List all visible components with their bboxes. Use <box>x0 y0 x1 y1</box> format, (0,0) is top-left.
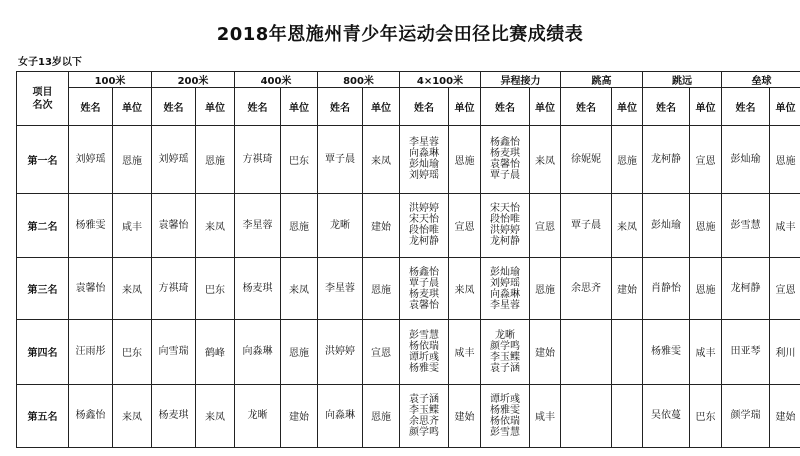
athlete-name-cell: 李星蓉 <box>235 193 281 257</box>
name-column-header: 姓名 <box>235 88 281 126</box>
name-column-header: 姓名 <box>400 88 449 126</box>
athlete-name-cell: 龙柯静 <box>643 126 690 194</box>
athlete-name-cell: 袁子涵 李玉鲽 余思齐 颜学鸣 <box>400 384 449 447</box>
name-column-header: 姓名 <box>561 88 612 126</box>
unit-column-header: 单位 <box>363 88 400 126</box>
event-header-row <box>17 72 800 88</box>
event-header-long-jump: 跳远 <box>643 72 722 88</box>
event-header-200m: 200米 <box>152 72 235 88</box>
event-header-800m: 800米 <box>318 72 400 88</box>
group-label: 女子13岁以下 <box>18 57 82 68</box>
athlete-name-cell: 覃子晨 <box>318 126 363 194</box>
athlete-name-cell: 龙晰 颜学鸣 李玉鲽 袁子涵 <box>481 320 530 384</box>
team-unit-cell: 宣恩 <box>770 257 800 319</box>
team-unit-cell: 宣恩 <box>690 126 722 194</box>
team-unit-cell: 巴东 <box>196 257 235 319</box>
team-unit-cell: 利川 <box>770 320 800 384</box>
team-unit-cell <box>612 384 643 447</box>
team-unit-cell: 咸丰 <box>449 320 481 384</box>
name-column-header: 姓名 <box>481 88 530 126</box>
team-unit-cell: 巴东 <box>281 126 318 194</box>
team-unit-cell: 建始 <box>281 384 318 447</box>
team-unit-cell: 建始 <box>770 384 800 447</box>
name-column-header: 姓名 <box>69 88 113 126</box>
team-unit-cell: 宣恩 <box>449 193 481 257</box>
athlete-name-cell: 谭圻彧 杨雅雯 杨依瑞 彭雪慧 <box>481 384 530 447</box>
athlete-name-cell: 洪婷婷 宋天怡 段怡唯 龙柯静 <box>400 193 449 257</box>
team-unit-cell: 宣恩 <box>363 320 400 384</box>
table-row <box>17 126 800 194</box>
name-column-header: 姓名 <box>152 88 196 126</box>
athlete-name-cell: 杨麦琪 <box>235 257 281 319</box>
athlete-name-cell: 田亚琴 <box>722 320 770 384</box>
athlete-name-cell: 龙柯静 <box>722 257 770 319</box>
athlete-name-cell: 宋天怡 段怡唯 洪婷婷 龙柯静 <box>481 193 530 257</box>
event-header-high-jump: 跳高 <box>561 72 643 88</box>
athlete-name-cell: 余思齐 <box>561 257 612 319</box>
athlete-name-cell <box>561 384 612 447</box>
table-row <box>17 257 800 319</box>
athlete-name-cell: 彭雪慧 <box>722 193 770 257</box>
team-unit-cell: 来凤 <box>113 384 152 447</box>
team-unit-cell: 恩施 <box>530 257 561 319</box>
team-unit-cell: 咸丰 <box>113 193 152 257</box>
athlete-name-cell: 刘婷瑶 <box>69 126 113 194</box>
rank-cell: 第三名 <box>17 257 69 319</box>
team-unit-cell: 来凤 <box>449 257 481 319</box>
event-header-softball: 垒球 <box>722 72 800 88</box>
athlete-name-cell <box>561 320 612 384</box>
team-unit-cell: 恩施 <box>770 126 800 194</box>
team-unit-cell: 鹤峰 <box>196 320 235 384</box>
athlete-name-cell: 方祺琦 <box>235 126 281 194</box>
name-column-header: 姓名 <box>722 88 770 126</box>
unit-column-header: 单位 <box>770 88 800 126</box>
team-unit-cell: 恩施 <box>363 257 400 319</box>
unit-column-header: 单位 <box>690 88 722 126</box>
name-column-header: 姓名 <box>318 88 363 126</box>
athlete-name-cell: 杨鑫怡 <box>69 384 113 447</box>
unit-column-header: 单位 <box>113 88 152 126</box>
athlete-name-cell: 李星蓉 <box>318 257 363 319</box>
column-header-row <box>17 88 800 126</box>
team-unit-cell: 恩施 <box>690 193 722 257</box>
team-unit-cell: 恩施 <box>113 126 152 194</box>
team-unit-cell: 来凤 <box>196 193 235 257</box>
team-unit-cell: 恩施 <box>363 384 400 447</box>
table-row <box>17 320 800 384</box>
athlete-name-cell: 吴依蔓 <box>643 384 690 447</box>
athlete-name-cell: 彭灿瑜 <box>643 193 690 257</box>
team-unit-cell: 咸丰 <box>530 384 561 447</box>
team-unit-cell: 来凤 <box>530 126 561 194</box>
athlete-name-cell: 覃子晨 <box>561 193 612 257</box>
team-unit-cell: 来凤 <box>363 126 400 194</box>
athlete-name-cell: 杨雅雯 <box>69 193 113 257</box>
athlete-name-cell: 龙晰 <box>235 384 281 447</box>
event-header-medley-relay: 异程接力 <box>481 72 561 88</box>
team-unit-cell: 来凤 <box>113 257 152 319</box>
athlete-name-cell: 彭灿瑜 <box>722 126 770 194</box>
team-unit-cell: 恩施 <box>612 126 643 194</box>
athlete-name-cell: 袁馨怡 <box>152 193 196 257</box>
athlete-name-cell: 方祺琦 <box>152 257 196 319</box>
athlete-name-cell: 杨鑫怡 覃子晨 杨麦琪 袁馨怡 <box>400 257 449 319</box>
name-column-header: 姓名 <box>643 88 690 126</box>
athlete-name-cell: 杨鑫怡 杨麦琪 袁馨怡 覃子晨 <box>481 126 530 194</box>
team-unit-cell: 咸丰 <box>770 193 800 257</box>
athlete-name-cell: 洪婷婷 <box>318 320 363 384</box>
athlete-name-cell: 向淼琳 <box>318 384 363 447</box>
team-unit-cell: 建始 <box>363 193 400 257</box>
unit-column-header: 单位 <box>196 88 235 126</box>
table-row <box>17 193 800 257</box>
team-unit-cell: 恩施 <box>281 320 318 384</box>
unit-column-header: 单位 <box>530 88 561 126</box>
unit-column-header: 单位 <box>612 88 643 126</box>
athlete-name-cell: 李星蓉 向淼琳 彭灿瑜 刘婷瑶 <box>400 126 449 194</box>
team-unit-cell: 来凤 <box>281 257 318 319</box>
event-header-400m: 400米 <box>235 72 318 88</box>
athlete-name-cell: 颜学瑞 <box>722 384 770 447</box>
athlete-name-cell: 杨麦琪 <box>152 384 196 447</box>
athlete-name-cell: 彭雪慧 杨依瑞 谭圻彧 杨雅雯 <box>400 320 449 384</box>
results-body <box>17 126 800 448</box>
table-row <box>17 384 800 447</box>
team-unit-cell: 巴东 <box>690 384 722 447</box>
results-table <box>16 71 800 448</box>
team-unit-cell: 恩施 <box>281 193 318 257</box>
athlete-name-cell: 汪雨彤 <box>69 320 113 384</box>
athlete-name-cell: 刘婷瑶 <box>152 126 196 194</box>
event-header-4x100m: 4×100米 <box>400 72 481 88</box>
rank-header: 项目 名次 <box>17 72 69 126</box>
athlete-name-cell: 杨雅雯 <box>643 320 690 384</box>
athlete-name-cell: 彭灿瑜 刘婷瑶 向淼琳 李星蓉 <box>481 257 530 319</box>
athlete-name-cell: 龙晰 <box>318 193 363 257</box>
rank-cell: 第二名 <box>17 193 69 257</box>
team-unit-cell: 来凤 <box>612 193 643 257</box>
team-unit-cell: 建始 <box>612 257 643 319</box>
page-title: 2018年恩施州青少年运动会田径比赛成绩表 <box>216 24 584 45</box>
team-unit-cell: 咸丰 <box>690 320 722 384</box>
unit-column-header: 单位 <box>281 88 318 126</box>
athlete-name-cell: 向雪瑞 <box>152 320 196 384</box>
athlete-name-cell: 袁馨怡 <box>69 257 113 319</box>
athlete-name-cell: 向淼琳 <box>235 320 281 384</box>
team-unit-cell <box>612 320 643 384</box>
team-unit-cell: 来凤 <box>196 384 235 447</box>
unit-column-header: 单位 <box>449 88 481 126</box>
team-unit-cell: 宣恩 <box>530 193 561 257</box>
team-unit-cell: 建始 <box>449 384 481 447</box>
rank-cell: 第一名 <box>17 126 69 194</box>
event-header-100m: 100米 <box>69 72 152 88</box>
athlete-name-cell: 肖静怡 <box>643 257 690 319</box>
team-unit-cell: 恩施 <box>196 126 235 194</box>
team-unit-cell: 建始 <box>530 320 561 384</box>
team-unit-cell: 巴东 <box>113 320 152 384</box>
athlete-name-cell: 徐妮妮 <box>561 126 612 194</box>
rank-cell: 第五名 <box>17 384 69 447</box>
rank-cell: 第四名 <box>17 320 69 384</box>
team-unit-cell: 恩施 <box>690 257 722 319</box>
team-unit-cell: 恩施 <box>449 126 481 194</box>
